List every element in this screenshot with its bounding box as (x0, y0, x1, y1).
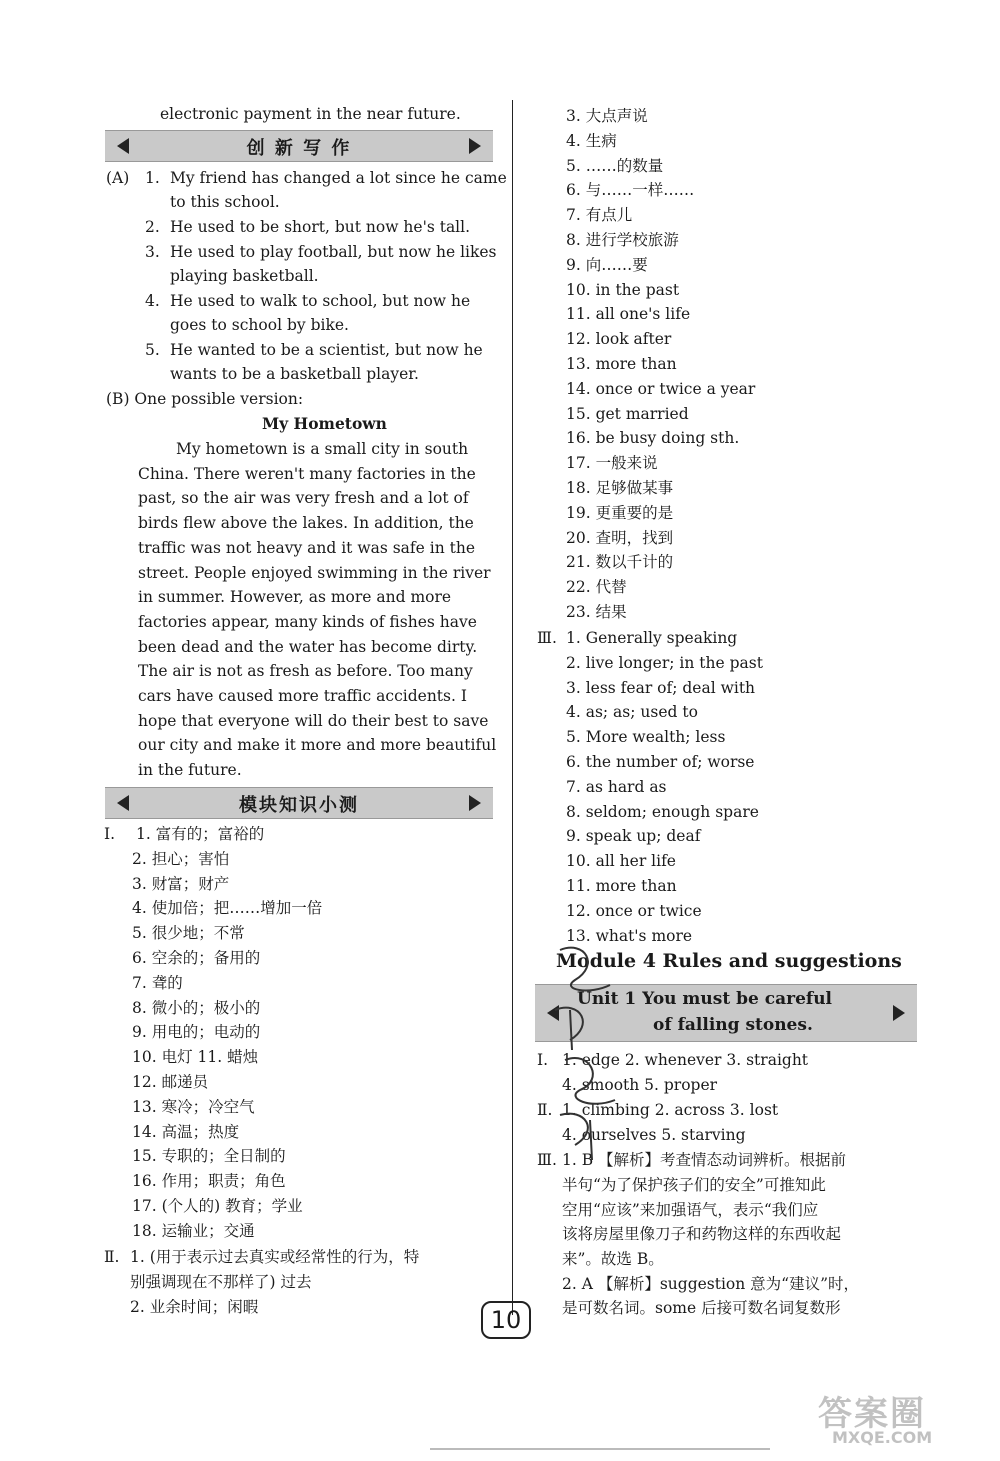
answer-line: wants to be a basketball player. (170, 365, 419, 383)
text-line: 5. ……的数量 (566, 156, 664, 175)
text-line: 14. 高温；热度 (132, 1122, 240, 1141)
section-label: Ⅲ. (537, 1151, 557, 1169)
answer-line: 2. 业余时间；闲暇 (130, 1298, 259, 1316)
text-line: 8. 进行学校旅游 (566, 231, 679, 249)
text-line: 20. 查明，找到 (566, 528, 674, 547)
bottom-rule (430, 1448, 770, 1450)
answer-line: He used to walk to school, but now he (170, 292, 471, 310)
text-line: 18. 运输业；交通 (132, 1221, 255, 1240)
text-line: 14. once or twice a year (566, 379, 756, 398)
text-line: 1. Generally speaking (566, 629, 738, 647)
section-label: Ⅲ. (537, 629, 557, 647)
text-line: in summer. However, as more and more (138, 588, 452, 607)
text-line: 5. 很少地；不常 (132, 924, 245, 943)
text-line: hope that everyone will do their best to save (138, 711, 489, 730)
section-label: Ⅰ. (104, 825, 116, 843)
item-number: 5. (145, 341, 160, 359)
text-line: 8. 微小的；极小的 (132, 998, 261, 1017)
text-line: 3. 财富；财产 (132, 874, 230, 893)
text-line: 10. 电灯 11. 蜡烛 (132, 1048, 259, 1067)
answer-line: My friend has changed a lot since he came (170, 169, 507, 187)
section-label: Ⅱ. (537, 1101, 553, 1119)
text-line: street. People enjoyed swimming in the river (138, 563, 491, 582)
text-line: 9. speak up; deaf (566, 827, 701, 846)
unit-title-line-2: of falling stones. (653, 1015, 813, 1035)
label-a: (A) (106, 169, 130, 187)
text-line: 17. 一般来说 (566, 454, 658, 473)
text-line: 19. 更重要的是 (566, 503, 674, 522)
text-line: 1. 富有的；富裕的 (136, 825, 265, 843)
text-line: 15. get married (566, 404, 689, 423)
text-line: 11. more than (566, 877, 677, 895)
text-line: 4. 使加倍；把……增加一倍 (132, 899, 323, 918)
text-line: 12. once or twice (566, 901, 702, 920)
text-line: 6. 空余的；备用的 (132, 949, 261, 967)
text-line: factories appear, many kinds of fishes have (138, 612, 477, 631)
text-line: 7. 聋的 (132, 973, 183, 992)
text-line: 16. 作用；职责；角色 (132, 1172, 286, 1191)
text-line: our city and make it more and more beautiful (138, 736, 497, 755)
analysis-line: 2. A 【解析】suggestion 意为“建议”时， (562, 1275, 860, 1293)
section-banner-quiz (105, 787, 493, 819)
answer-line: He used to play football, but now he likes (170, 243, 497, 261)
analysis-line: 该将房屋里像刀子和药物这样的东西收起 (562, 1225, 842, 1243)
answer-line: 别强调现在不那样了) 过去 (130, 1273, 312, 1291)
watermark-url: MXQE.COM (832, 1428, 933, 1447)
text-line: 9. 向……要 (566, 255, 648, 274)
right-arrow-icon (893, 1005, 905, 1021)
text-line: 2. 担心；害怕 (132, 849, 230, 868)
item-number: 4. (145, 292, 160, 310)
text-line: 16. be busy doing sth. (566, 429, 740, 448)
text-line: 13. more than (566, 355, 677, 373)
text-line: 12. 邮递员 (132, 1073, 209, 1091)
text-line: 8. seldom; enough spare (566, 802, 759, 821)
essay-title: My Hometown (262, 414, 387, 433)
handwriting-scribble (530, 940, 650, 1170)
text-line: 10. in the past (566, 280, 680, 299)
banner-title: 创 新 写 作 (246, 138, 352, 159)
text-line: 2. live longer; in the past (566, 653, 763, 672)
text-line: 13. what's more (566, 926, 693, 945)
analysis-line: 半句“为了保护孩子们的安全”可推知此 (562, 1176, 826, 1194)
text-line: 23. 结果 (566, 603, 627, 621)
watermark (818, 1384, 988, 1456)
section-label: Ⅰ. (537, 1051, 549, 1069)
banner-title: 模块知识小测 (239, 795, 359, 816)
text-line: 10. all her life (566, 852, 676, 871)
analysis-line: 空用“应该”来加强语气，表示“我们应 (562, 1201, 819, 1219)
answer-line: He wanted to be a scientist, but now he (170, 341, 483, 359)
module-heading: Module 4 Rules and suggestions (556, 950, 902, 972)
text-line: 7. 有点儿 (566, 206, 633, 225)
answer-line: to this school. (170, 193, 280, 211)
item-number: 2. (145, 218, 160, 236)
item-number: 1. (145, 169, 160, 187)
text-line: past, so the air was very fresh and a lot of (138, 489, 469, 508)
text-line: 21. 数以千计的 (566, 553, 674, 572)
version-intro: (B) One possible version: (106, 390, 304, 408)
text-line: 5. More wealth; less (566, 728, 726, 747)
answer-line: 1. edge 2. whenever 3. straight (562, 1051, 809, 1069)
text-line: 4. 生病 (566, 131, 617, 150)
answer-line: playing basketball. (170, 267, 319, 285)
page-number: 10 (481, 1301, 531, 1339)
text-line: in the future. (138, 761, 242, 780)
text-line: 18. 足够做某事 (566, 479, 674, 497)
text-line: 3. 大点声说 (566, 107, 648, 125)
text-line: 11. all one's life (566, 305, 691, 324)
watermark-logo-text: 答案圈 (818, 1394, 926, 1434)
analysis-line: 来”。故选 B。 (562, 1250, 664, 1268)
text-line: 6. 与……一样…… (566, 181, 695, 200)
text-line: My hometown is a small city in south (176, 440, 469, 458)
text-line: traffic was not heavy and it was safe in the (138, 538, 476, 557)
text-line: 17. (个人的) 教育；学业 (132, 1197, 303, 1215)
answer-line: 1. (用于表示过去真实或经常性的行为，特 (130, 1248, 420, 1266)
right-arrow-icon (469, 795, 481, 811)
text-line: 13. 寒冷；冷空气 (132, 1097, 255, 1116)
text-line: 15. 专职的；全日制的 (132, 1147, 286, 1166)
text-line: 6. the number of; worse (566, 753, 755, 771)
analysis-line: 是可数名词。some 后接可数名词复数形 (562, 1299, 841, 1317)
section-banner-writing (105, 130, 493, 162)
column-divider (512, 100, 513, 1315)
answer-line: 1. climbing 2. across 3. lost (562, 1101, 779, 1119)
unit-title-line-1: Unit 1 You must be careful (577, 989, 833, 1009)
answer-line: 4. ourselves 5. starving (562, 1126, 746, 1144)
text-line: The air is not as fresh as before. Too many (138, 662, 473, 681)
section-label: Ⅱ. (104, 1248, 120, 1266)
text-line: 9. 用电的；电动的 (132, 1023, 261, 1042)
top-line: electronic payment in the near future. (160, 105, 461, 123)
text-line: China. There weren't many factories in the (138, 464, 476, 483)
answer-line: 4. smooth 5. proper (562, 1076, 718, 1094)
right-arrow-icon (469, 138, 481, 154)
answer-line: He used to be short, but now he's tall. (170, 218, 471, 236)
text-line: birds flew above the lakes. In addition, the (138, 514, 474, 533)
text-line: 4. as; as; used to (566, 703, 698, 722)
analysis-line: 1. B 【解析】考查情态动词辨析。根据前 (562, 1151, 847, 1169)
text-line: 3. less fear of; deal with (566, 678, 756, 697)
text-line: 12. look after (566, 330, 672, 349)
text-line: 22. 代替 (566, 578, 627, 597)
answer-line: goes to school by bike. (170, 316, 349, 334)
text-line: 7. as hard as (566, 777, 667, 796)
text-line: been dead and the water has become dirty. (138, 637, 478, 656)
text-line: cars have caused more traffic accidents. I (138, 687, 467, 705)
item-number: 3. (145, 243, 160, 261)
